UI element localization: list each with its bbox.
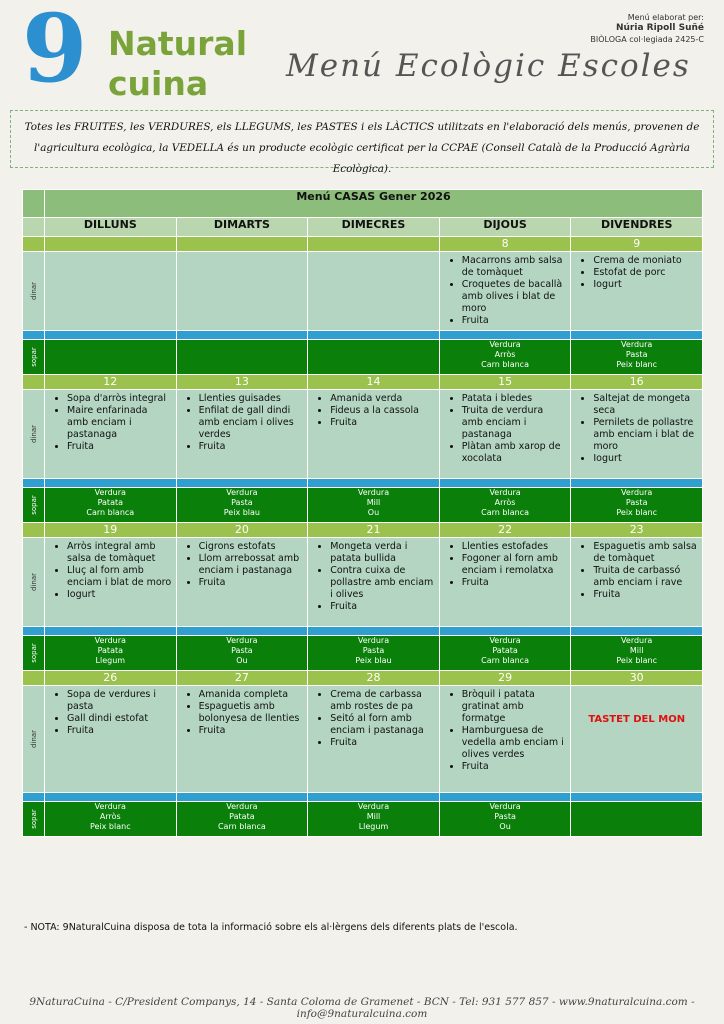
- sopar-item: Carn blanca: [481, 360, 529, 369]
- dish-list: [177, 689, 304, 737]
- divider-cell: [571, 331, 703, 340]
- date-number: 9: [571, 237, 703, 252]
- sopar-item: Verdura: [94, 802, 126, 811]
- dinar-cell: [45, 252, 177, 331]
- date-number: 20: [176, 523, 308, 538]
- dish-list: [308, 541, 435, 613]
- sopar-item: Peix blanc: [89, 822, 131, 831]
- date-number: 29: [439, 671, 571, 686]
- date-number: [308, 237, 440, 252]
- sopar-item: Llegum: [95, 656, 126, 665]
- divider-cell: [176, 627, 308, 636]
- dish-list: [308, 689, 435, 749]
- divider-cell: [308, 331, 440, 340]
- sopar-item: Mill: [629, 646, 644, 655]
- divider-cell: [23, 331, 45, 340]
- dinar-label: [23, 538, 45, 627]
- dish-item: • Contra cuixa de pollastre amb enciam i olives: [330, 565, 435, 601]
- dish-item: • Fruita: [199, 577, 304, 589]
- divider-cell: [308, 793, 440, 802]
- dinar-label-text: dinar: [29, 730, 38, 748]
- dinar-cell: [176, 686, 308, 793]
- divider-cell: [439, 331, 571, 340]
- sopar-cell: [308, 802, 440, 837]
- date-number: 13: [176, 375, 308, 390]
- dish-item: • Espaguetis amb salsa de tomàquet: [593, 541, 698, 565]
- divider-cell: [176, 793, 308, 802]
- sopar-item: Verdura: [489, 802, 521, 811]
- dish-item: • Enfilat de gall dindi amb enciam i olives verdes: [199, 405, 304, 441]
- corner-cell: [23, 218, 45, 237]
- sopar-item: Verdura: [357, 488, 390, 497]
- dish-item: • Llom arrebossat amb enciam i pastanaga: [199, 553, 304, 577]
- sopar-label: [23, 802, 45, 837]
- date-number: 28: [308, 671, 440, 686]
- sopar-item: Pasta: [362, 646, 385, 655]
- dish-item: • Crema de moniato: [593, 255, 698, 267]
- sopar-item: Verdura: [621, 340, 653, 349]
- sopar-item: Pasta: [231, 646, 253, 655]
- divider-cell: [571, 793, 703, 802]
- dish-item: • Llenties guisades: [199, 393, 304, 405]
- sopar-item: Arròs: [99, 812, 121, 821]
- author-line1: Menú elaborat per:: [627, 13, 704, 22]
- sopar-item: Patata: [97, 646, 124, 655]
- sopar-item: Verdura: [621, 488, 653, 497]
- dish-list: [440, 689, 567, 773]
- dinar-label-text: dinar: [29, 425, 38, 443]
- menu-title: Menú CASAS Gener 2026: [45, 190, 703, 218]
- sopar-label-text: sopar: [29, 643, 38, 663]
- dish-item: • Amanida completa: [199, 689, 304, 701]
- divider-cell: [45, 479, 177, 488]
- sopar-cell: [45, 340, 177, 375]
- dish-item: • Iogurt: [593, 279, 698, 291]
- sopar-item: Verdura: [357, 802, 390, 811]
- corner-cell: [23, 671, 45, 686]
- dish-item: • Espaguetis amb bolonyesa de llenties: [199, 701, 304, 725]
- sopar-item: Arròs: [494, 350, 516, 359]
- divider-cell: [176, 479, 308, 488]
- dish-item: • Truita de carbassó amb enciam i rave: [593, 565, 698, 589]
- dish-item: • Truita de verdura amb enciam i pastanaga: [462, 405, 567, 441]
- dish-item: • Seitó al forn amb enciam i pastanaga: [330, 713, 435, 737]
- dish-item: • Fideus a la cassola: [330, 405, 435, 417]
- sopar-cell: [571, 488, 703, 523]
- corner-cell: [23, 523, 45, 538]
- sopar-item: Peix blanc: [616, 508, 657, 517]
- sopar-item: Verdura: [94, 636, 126, 645]
- dish-item: • Fruita: [199, 725, 304, 737]
- dinar-label-text: dinar: [29, 282, 38, 300]
- sopar-item: Verdura: [489, 340, 521, 349]
- sopar-item: Verdura: [489, 488, 521, 497]
- sopar-cell: [45, 802, 177, 837]
- author-block: [590, 12, 704, 45]
- divider-cell: [23, 627, 45, 636]
- sopar-item: Patata: [97, 498, 124, 507]
- dish-list: [45, 541, 172, 601]
- sopar-cell: [45, 488, 177, 523]
- dish-item: • Pernilets de pollastre amb enciam i blat de moro: [593, 417, 698, 453]
- dinar-cell: [45, 390, 177, 479]
- date-number: 14: [308, 375, 440, 390]
- corner-cell: [23, 237, 45, 252]
- sopar-item: Ou: [236, 656, 248, 665]
- dinar-cell: [571, 538, 703, 627]
- dish-list: [440, 393, 567, 465]
- sopar-item: Carn blanca: [86, 508, 135, 517]
- sopar-label: [23, 636, 45, 671]
- sopar-item: Pasta: [625, 498, 648, 507]
- logo-nine: 9: [22, 0, 88, 104]
- sopar-cell: [571, 340, 703, 375]
- dinar-cell: [439, 686, 571, 793]
- sopar-cell: [439, 802, 571, 837]
- intro-line2: l'agricultura ecològica, la VEDELLA és un producte ecològic certificat per la CCPAE (Consell Català de la Producció Agrària Ecològica).: [34, 142, 690, 175]
- dish-item: • Fruita: [330, 417, 435, 429]
- day-header: DIMECRES: [308, 218, 440, 237]
- dish-item: • Fruita: [593, 589, 698, 601]
- dish-list: [571, 255, 698, 291]
- author-name: Núria Ripoll Suñé: [615, 23, 704, 33]
- divider-cell: [23, 479, 45, 488]
- allergen-note: - NOTA: 9NaturalCuina disposa de tota la informació sobre els al·lèrgens dels diferents plats de l'escola.: [24, 922, 518, 933]
- divider-cell: [45, 331, 177, 340]
- divider-cell: [571, 627, 703, 636]
- dish-item: • Fruita: [199, 441, 304, 453]
- sopar-cell: [439, 488, 571, 523]
- dinar-label: [23, 686, 45, 793]
- date-number: 8: [439, 237, 571, 252]
- sopar-item: Peix blanc: [616, 360, 657, 369]
- logo: [22, 0, 272, 109]
- date-number: 16: [571, 375, 703, 390]
- date-number: 26: [45, 671, 177, 686]
- dish-item: • Fruita: [330, 737, 435, 749]
- dish-item: • Fruita: [67, 441, 172, 453]
- sopar-item: Pasta: [494, 812, 516, 821]
- sopar-item: Verdura: [226, 488, 258, 497]
- date-number: 30: [571, 671, 703, 686]
- dinar-cell: [308, 390, 440, 479]
- dish-item: • Sopa d'arròs integral: [67, 393, 172, 405]
- sopar-item: Verdura: [621, 636, 653, 645]
- logo-cuina: cuina: [108, 64, 209, 103]
- sopar-item: Mill: [366, 812, 381, 821]
- sopar-item: Arròs: [494, 498, 516, 507]
- sopar-cell: [439, 340, 571, 375]
- dish-item: • Plàtan amb xarop de xocolata: [462, 441, 567, 465]
- day-header: DIMARTS: [176, 218, 308, 237]
- dinar-cell: [176, 252, 308, 331]
- divider-cell: [439, 793, 571, 802]
- date-number: 15: [439, 375, 571, 390]
- dish-list: [571, 393, 698, 465]
- sopar-item: Ou: [499, 822, 511, 831]
- author-line3: BIÒLOGA col·legiada 2425-C: [590, 35, 704, 44]
- dish-item: • Fruita: [462, 577, 567, 589]
- dish-item: • Fruita: [462, 761, 567, 773]
- divider-cell: [308, 479, 440, 488]
- date-number: [45, 237, 177, 252]
- sopar-item: Pasta: [231, 498, 253, 507]
- dish-item: • Patata i bledes: [462, 393, 567, 405]
- date-number: 23: [571, 523, 703, 538]
- sopar-item: Carn blanca: [481, 508, 529, 517]
- special-event: TASTET DEL MON: [588, 714, 686, 725]
- dinar-cell: [439, 390, 571, 479]
- sopar-label-text: sopar: [29, 495, 38, 515]
- sopar-label: [23, 488, 45, 523]
- dish-list: [308, 393, 435, 429]
- dinar-label: [23, 252, 45, 331]
- date-number: 12: [45, 375, 177, 390]
- divider-cell: [308, 627, 440, 636]
- dinar-cell: [176, 390, 308, 479]
- dish-item: • Fogoner al forn amb enciam i remolatxa: [462, 553, 567, 577]
- dinar-cell: [439, 538, 571, 627]
- sopar-cell: [571, 802, 703, 837]
- dish-item: • Fruita: [67, 725, 172, 737]
- divider-cell: [23, 793, 45, 802]
- sopar-item: Peix blanc: [616, 656, 657, 665]
- dish-item: • Crema de carbassa amb rostes de pa: [330, 689, 435, 713]
- dish-list: [45, 393, 172, 453]
- dish-item: • Macarrons amb salsa de tomàquet: [462, 255, 567, 279]
- intro-box: [10, 110, 714, 175]
- sopar-cell: [439, 636, 571, 671]
- dish-item: • Sopa de verdures i pasta: [67, 689, 172, 713]
- dish-item: • Croquetes de bacallà amb olives i blat de moro: [462, 279, 567, 315]
- sopar-cell: [308, 488, 440, 523]
- sopar-cell: [176, 636, 308, 671]
- day-header: DILLUNS: [45, 218, 177, 237]
- sopar-label-text: sopar: [29, 347, 38, 367]
- dish-item: • Amanida verda: [330, 393, 435, 405]
- dish-list: [440, 541, 567, 589]
- corner-cell: [23, 190, 45, 218]
- dish-item: • Hamburguesa de vedella amb enciam i olives verdes: [462, 725, 567, 761]
- sopar-item: Verdura: [489, 636, 521, 645]
- dinar-cell: [571, 252, 703, 331]
- dish-item: • Gall dindi estofat: [67, 713, 172, 725]
- dinar-cell: [571, 686, 703, 793]
- sopar-cell: [571, 636, 703, 671]
- dinar-label-text: dinar: [29, 573, 38, 591]
- dinar-label: [23, 390, 45, 479]
- sopar-label: [23, 340, 45, 375]
- dish-item: • Estofat de porc: [593, 267, 698, 279]
- dish-item: • Bròquil i patata gratinat amb formatge: [462, 689, 567, 725]
- sopar-cell: [176, 488, 308, 523]
- dish-item: • Fruita: [462, 315, 567, 327]
- sopar-cell: [176, 340, 308, 375]
- divider-cell: [45, 793, 177, 802]
- sopar-cell: [308, 636, 440, 671]
- intro-line1: Totes les FRUITES, les VERDURES, els LLEGUMS, les PASTES i els LÀCTICS utilitzats en l'elaboració dels menús, provenen de: [24, 121, 700, 133]
- sopar-item: Carn blanca: [481, 656, 529, 665]
- sopar-item: Verdura: [226, 636, 258, 645]
- dish-item: • Mongeta verda i patata bullida: [330, 541, 435, 565]
- dish-list: [45, 689, 172, 737]
- dish-item: • Lluç al forn amb enciam i blat de moro: [67, 565, 172, 589]
- dinar-cell: [308, 538, 440, 627]
- dish-list: [177, 393, 304, 453]
- sopar-item: Verdura: [357, 636, 390, 645]
- date-number: 21: [308, 523, 440, 538]
- dish-list: [571, 541, 698, 601]
- sopar-item: Llegum: [358, 822, 389, 831]
- dish-item: • Arròs integral amb salsa de tomàquet: [67, 541, 172, 565]
- corner-cell: [23, 375, 45, 390]
- date-number: 19: [45, 523, 177, 538]
- sopar-cell: [308, 340, 440, 375]
- dish-list: [440, 255, 567, 327]
- dish-item: • Fruita: [330, 601, 435, 613]
- divider-cell: [176, 331, 308, 340]
- sopar-item: Verdura: [226, 802, 258, 811]
- divider-cell: [439, 627, 571, 636]
- dish-item: • Iogurt: [593, 453, 698, 465]
- dish-list: [177, 541, 304, 589]
- dinar-cell: [308, 252, 440, 331]
- sopar-item: Peix blau: [223, 508, 260, 517]
- sopar-item: Peix blau: [355, 656, 392, 665]
- dish-item: • Maire enfarinada amb enciam i pastanaga: [67, 405, 172, 441]
- logo-natural: Natural: [108, 24, 248, 63]
- divider-cell: [439, 479, 571, 488]
- sopar-item: Carn blanca: [217, 822, 266, 831]
- date-number: [176, 237, 308, 252]
- sopar-item: Ou: [367, 508, 380, 517]
- dinar-cell: [176, 538, 308, 627]
- day-header: DIJOUS: [439, 218, 571, 237]
- dinar-cell: [45, 538, 177, 627]
- sopar-cell: [176, 802, 308, 837]
- sopar-item: Verdura: [94, 488, 126, 497]
- sopar-item: Pasta: [625, 350, 648, 359]
- sopar-item: Patata: [229, 812, 255, 821]
- footer: 9NaturaCuina - C/President Companys, 14 - Santa Coloma de Gramenet - BCN - Tel: 931 577 857 - www.9naturalcuina.com - info@9naturalcuina.com: [29, 996, 695, 1020]
- sopar-item: Patata: [492, 646, 518, 655]
- dinar-cell: [571, 390, 703, 479]
- divider-cell: [45, 627, 177, 636]
- day-header: DIVENDRES: [571, 218, 703, 237]
- dish-item: • Llenties estofades: [462, 541, 567, 553]
- divider-cell: [571, 479, 703, 488]
- date-number: 22: [439, 523, 571, 538]
- sopar-cell: [45, 636, 177, 671]
- menu-table: [22, 189, 703, 837]
- dinar-cell: [45, 686, 177, 793]
- dish-item: • Cigrons estofats: [199, 541, 304, 553]
- dish-item: • Saltejat de mongeta seca: [593, 393, 698, 417]
- sopar-label-text: sopar: [29, 809, 38, 829]
- sopar-item: Mill: [366, 498, 381, 507]
- date-number: 27: [176, 671, 308, 686]
- dinar-cell: [439, 252, 571, 331]
- dinar-cell: [308, 686, 440, 793]
- page-title: Menú Ecològic Escoles: [286, 48, 691, 84]
- dish-item: • Iogurt: [67, 589, 172, 601]
